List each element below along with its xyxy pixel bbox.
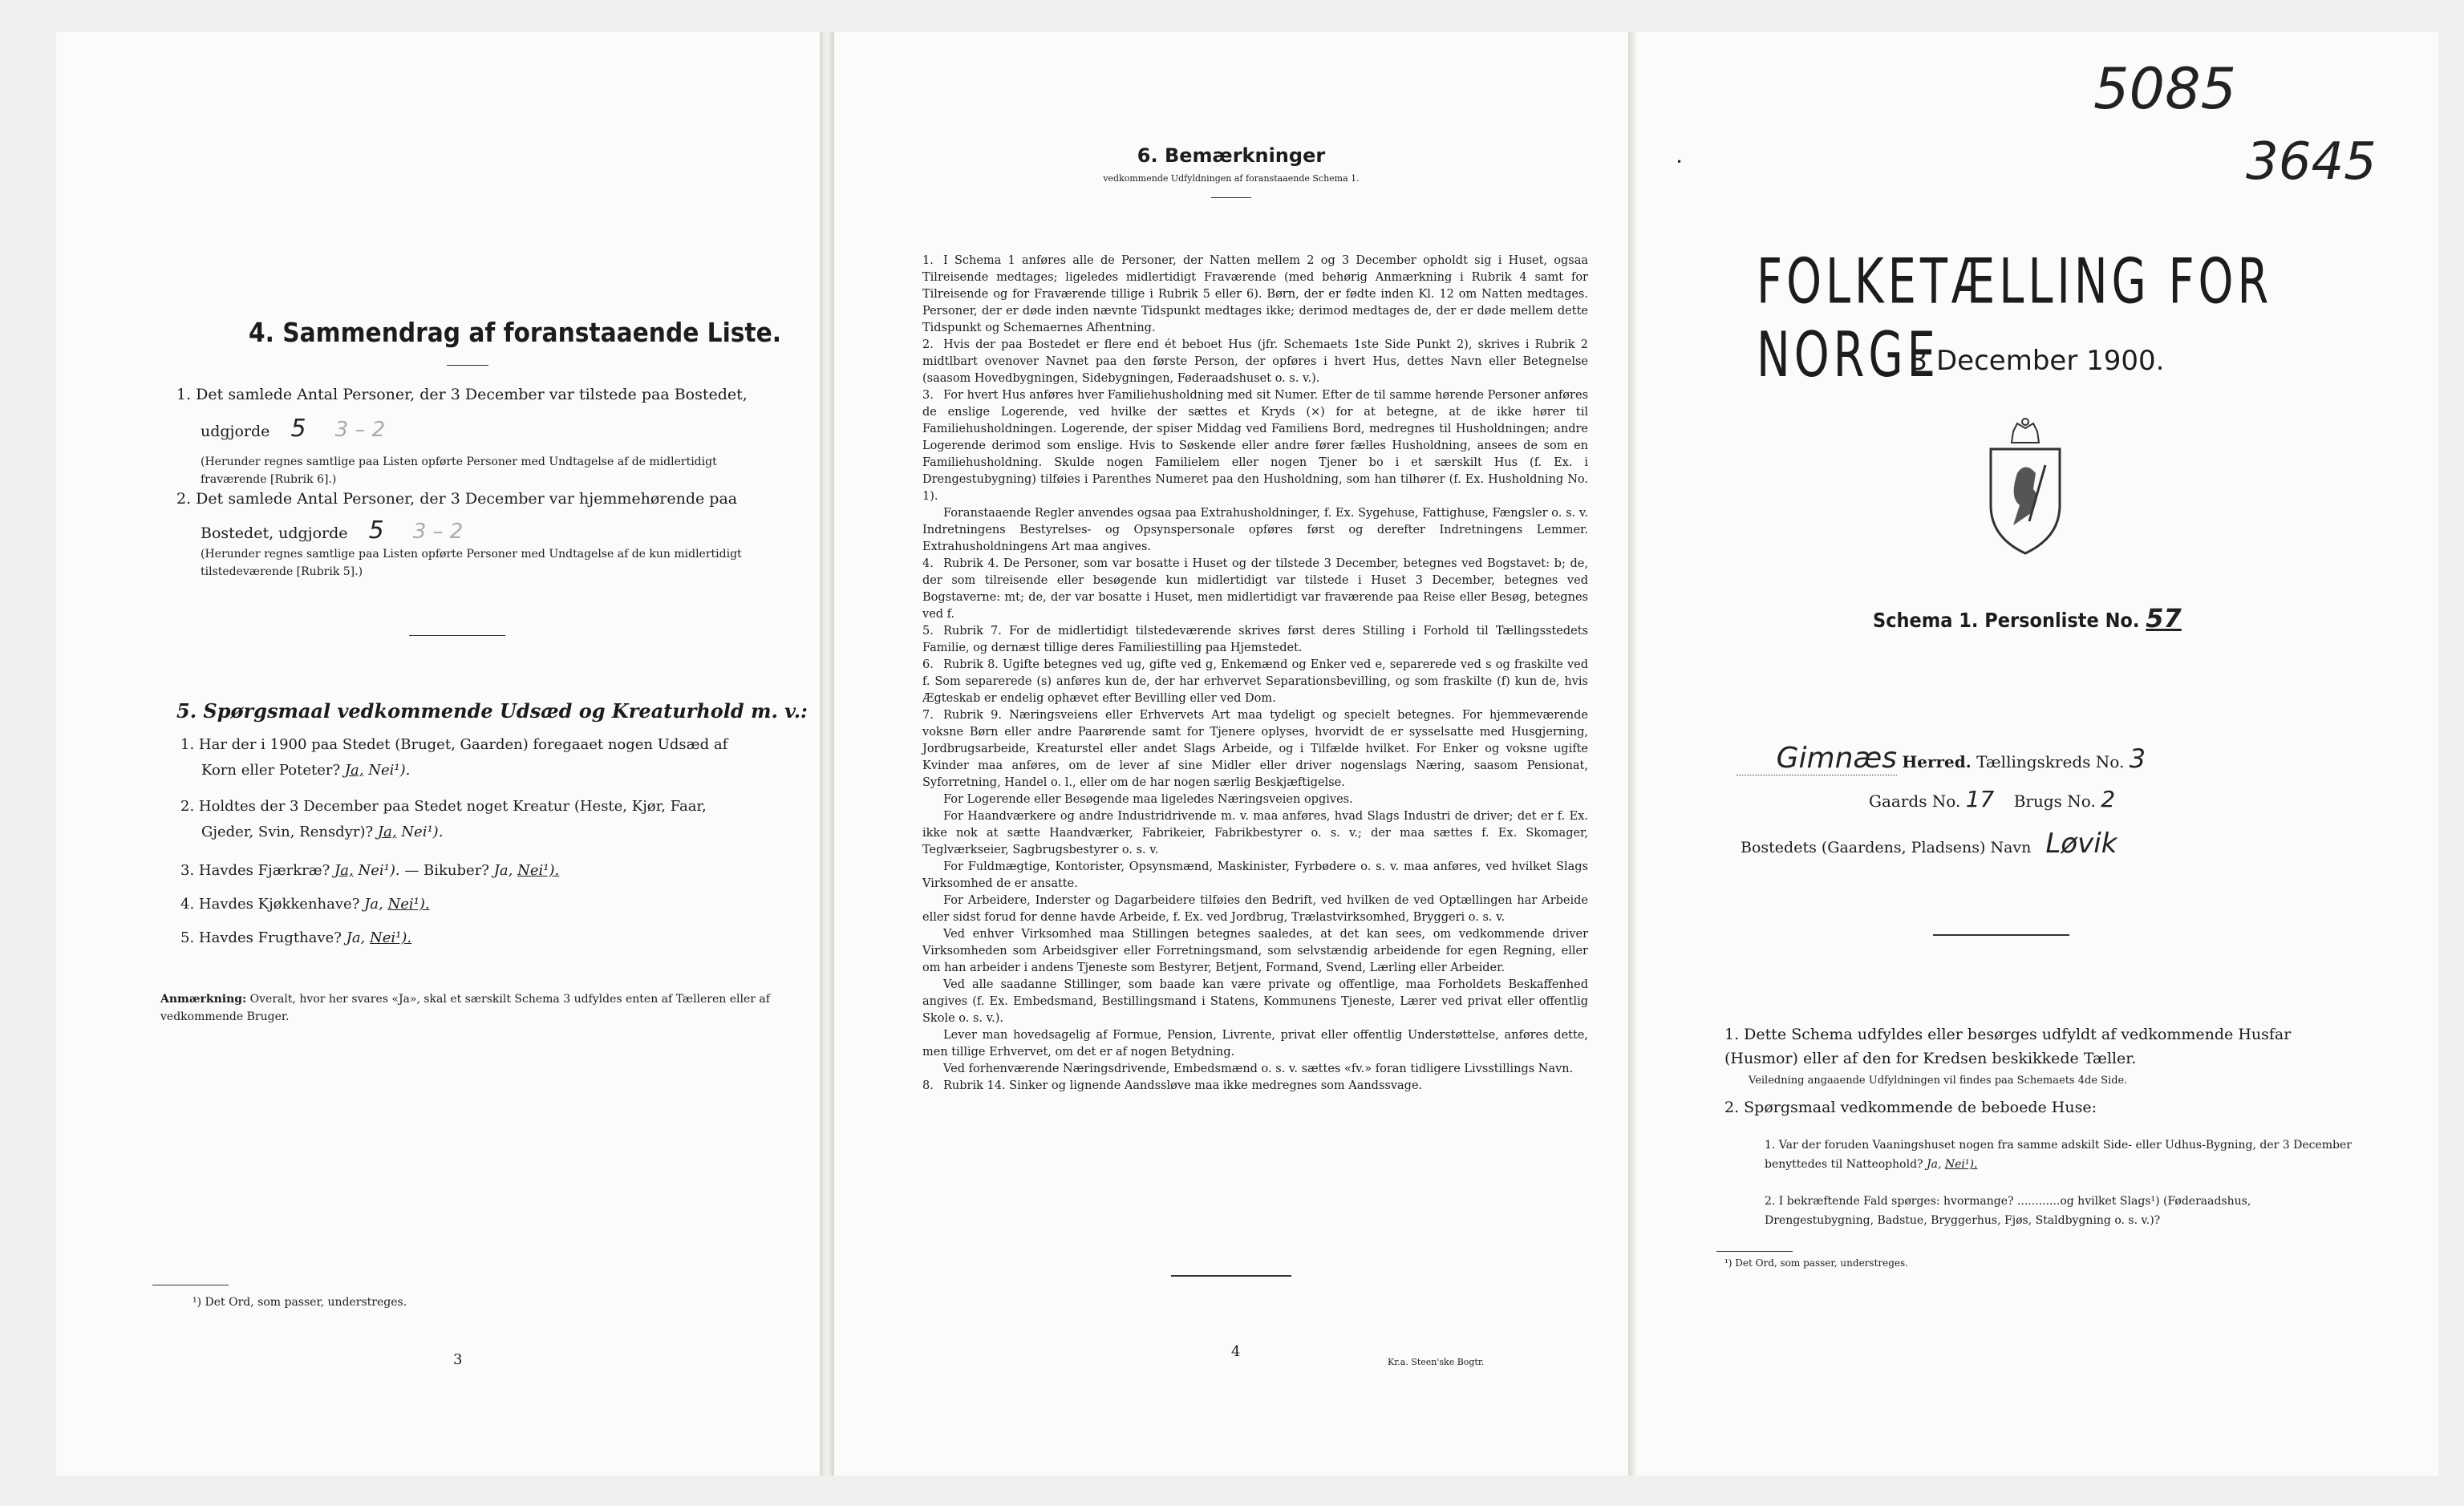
mark-dot: • — [1676, 156, 1683, 168]
remark-paragraph — [922, 657, 1588, 707]
q1-nei: Nei¹). — [368, 762, 411, 779]
summary-item-1 — [176, 381, 786, 408]
remark-text: I Schema 1 anføres alle de Personer, der Natten mellem 2 og 3 December opholdt sig i Huset, ogsaa Tilreisende medtages; ligeledes midlertidigt Fraværende (med behørig Anmærkning i Rubrik 4 samt for Tilreisende og for Fraværende tillige i Rubrik 5 eller 6). Børn, der er fødte inden Kl. 12 om Natten medtages. Personer, der er døde inden nævnte Tidspunkt medtages ikke; derimod medtages de, der er døde mellem dette Tidspunkt og Schemaernes Afhentning. — [922, 254, 1588, 334]
remark-number: 1. — [922, 254, 934, 267]
remark-paragraph — [922, 707, 1588, 791]
remark-paragraph — [922, 977, 1588, 1027]
question-1 — [180, 732, 798, 783]
remark-paragraph — [922, 859, 1588, 893]
q4-text: 4. Havdes Kjøkkenhave? — [180, 896, 360, 913]
remark-paragraph — [922, 893, 1588, 926]
q3-text: 3. Havdes Fjærkræ? — [180, 862, 330, 879]
remark-number: 3. — [922, 389, 934, 402]
sub1-ja: Ja, — [1927, 1158, 1942, 1171]
remark-text: For Logerende eller Besøgende maa ligeledes Næringsveien opgives. — [943, 793, 1353, 806]
question-5 — [180, 925, 411, 951]
item2-note: (Herunder regnes samtlige paa Listen opførte Personer med Undtagelse af de kun midlertidigt tilstedeværende [Rubrik 5].) — [201, 548, 742, 578]
q1b-text: Korn eller Poteter? — [201, 762, 341, 779]
item1-udgjorde: udgjorde — [201, 423, 270, 440]
brugs-label: Brugs No. — [2013, 791, 2096, 811]
item1-text: 1. Det samlede Antal Personer, der 3 December var tilstede paa Bostedet, — [176, 386, 748, 403]
divider — [409, 635, 505, 636]
remark-paragraph — [922, 1078, 1588, 1095]
schema-label: Schema 1. Personliste No. — [1873, 609, 2140, 632]
norwegian-coat-of-arms-icon — [1981, 417, 2069, 557]
q2b-text: Gjeder, Svin, Rensdyr)? — [201, 824, 374, 840]
page-fold — [820, 32, 834, 1476]
item1-struck: 3 – 2 — [334, 418, 386, 442]
page-right — [1636, 32, 2438, 1476]
item2-udgjorde: Bostedet, udgjorde — [201, 524, 348, 542]
item2-value: 5 — [368, 516, 384, 545]
divider — [1211, 197, 1251, 198]
sub1-nei: Nei¹). — [1944, 1158, 1978, 1171]
remark-paragraph — [922, 387, 1588, 505]
herred-value: Gimnæs — [1776, 742, 1897, 775]
divider — [1171, 1275, 1291, 1277]
instruction-2: 2. Spørgsmaal vedkommende de beboede Huse: — [1724, 1099, 2097, 1116]
remark-text: Rubrik 8. Ugifte betegnes ved ug, gifte ved g, Enkemænd og Enker ved e, separerede ved s og fraskilte ved f. Som separerede (s) anføres kun de, der har erhvervet Separationsbevilling, og som fraskilte (f) kun de, hvis Ægteskab er endelig ophævet efter Bevilling eller ved Dom. — [922, 658, 1588, 705]
page-middle — [834, 32, 1628, 1476]
footnote: ¹) Det Ord, som passer, understreges. — [1724, 1257, 1908, 1269]
census-date: 3 December 1900. — [1910, 345, 2165, 377]
remark-text: Ved enhver Virksomhed maa Stillingen betegnes saaledes, at det kan sees, om vedkommende driver Virksomheden som Arbeidsgiver eller Forretningsmand, som selvstændig arbeidende for egen Regning, eller om han arbeider i andens Tjeneste som Bestyrer, Betjent, Formand, Svend, Lærling eller Arbeider. — [922, 928, 1588, 974]
ornament-divider — [1933, 934, 2069, 936]
remark-paragraph — [922, 926, 1588, 977]
item1-note: (Herunder regnes samtlige paa Listen opførte Personer med Undtagelse af de midlertidigt fraværende [Rubrik 6].) — [201, 455, 717, 486]
archive-number-top: 5085 — [2093, 56, 2237, 122]
q5-ja: Ja, — [346, 929, 366, 946]
remark-paragraph — [922, 505, 1588, 556]
remark-paragraph — [922, 337, 1588, 387]
sub1-text: 1. Var der foruden Vaaningshuset nogen fra samme adskilt Side- eller Udhus-Bygning, der 3 December benyttedes til Natteophold? — [1765, 1139, 2352, 1171]
gaards-value: 17 — [1965, 786, 1995, 812]
q4-ja: Ja, — [364, 896, 383, 913]
kreds-label: Tællingskreds No. — [1976, 752, 2125, 771]
bosted-label: Bostedets (Gaardens, Pladsens) Navn — [1741, 839, 2032, 856]
q2-nei: Nei¹). — [401, 824, 444, 840]
footnote-rule — [1716, 1251, 1793, 1252]
brugs-value: 2 — [2101, 786, 2116, 812]
q2-text: 2. Holdtes der 3 December paa Stedet noget Kreatur (Heste, Kjør, Faar, — [180, 798, 707, 815]
remark-text: Hvis der paa Bostedet er flere end ét beboet Hus (jfr. Schemaets 1ste Side Punkt 2), skrives i Rubrik 2 midtlbart ovenover Navnet paa den første Person, der opføres i hvert Hus, dettes Navn eller Betegnelse (saasom Hovedbygningen, Sidebygningen, Føderaadshuset o. s. v.). — [922, 338, 1588, 385]
crops-heading: 5. Spørgsmaal vedkommende Udsæd og Kreaturhold m. v.: — [176, 699, 808, 723]
footnote: ¹) Det Ord, som passer, understreges. — [192, 1296, 407, 1309]
remark-text: For hvert Hus anføres hver Familiehusholdning med sit Numer. Efter de til samme hørende Personer anføres de enslige Logerende, ved hvilke der sættes et Kryds (×) for at betegne, at de ikke hører til Familiehusholdningen. Logerende, der spiser Middag ved Familiens Bord, medregnes til Husholdningen; andre Logerende derimod som enslige. Hvis to Søskende eller andre fører fælles Husholdning, ansees de som en Familiehusholdning. Skulde nogen Familielem eller nogen Tjener bo i et særskilt Hus (f. Ex. i Drengestubygning) tilføies i Parenthes Numeret paa den Husholdning, som han tilhører (f. Ex. Husholdning No. 1). — [922, 389, 1588, 503]
remarks-heading: 6. Bemærkninger — [1137, 144, 1326, 167]
remark-number: 5. — [922, 625, 934, 638]
house-question-1 — [1765, 1136, 2358, 1174]
summary-item-2-line — [201, 517, 463, 547]
bosted-line — [1741, 828, 2117, 860]
remarks-list — [922, 253, 1588, 1095]
question-4 — [180, 892, 430, 917]
herred-label: Herred. — [1902, 752, 1972, 771]
schema-number: 57 — [2146, 603, 2182, 634]
remark-text: Ved forhenværende Næringsdrivende, Embedsmænd o. s. v. sættes «fv.» foran tidligere Livsstillings Navn. — [943, 1063, 1574, 1075]
archive-number-second: 3645 — [2246, 132, 2377, 192]
remark-paragraph — [922, 1061, 1588, 1078]
instruction-1: 1. Dette Schema udfyldes eller besørges udfyldt af vedkommende Husfar (Husmor) eller af den for Kredsen beskikkede Tæller. — [1724, 1026, 2292, 1067]
printer-imprint: Kr.a. Steen'ske Bogtr. — [1388, 1357, 1485, 1367]
q2-ja: Ja, — [377, 824, 397, 840]
q3b-nei: Nei¹). — [517, 862, 560, 879]
remark — [160, 990, 802, 1026]
herred-line — [1737, 742, 2426, 775]
q3b-ja: Ja, — [493, 862, 513, 879]
remark-label: Anmærkning: — [160, 993, 247, 1006]
page-number: 3 — [453, 1351, 463, 1368]
remark-paragraph — [922, 253, 1588, 337]
remark-paragraph — [922, 556, 1588, 623]
q3b-text: — Bikuber? — [404, 862, 489, 879]
remark-text: For Haandværkere og andre Industridrivende m. v. maa anføres, hvad Slags Industri de driver; det er f. Ex. ikke nok at sætte Haandværker, Fabrikeier, Fabrikbestyrer o. s. v.; der maa sættes f. Ex. Skomager, Teglværkseier, Sagbrugsbestyrer o. s. v. — [922, 810, 1588, 856]
census-title: FOLKETÆLLING FOR NORGE — [1757, 245, 2273, 391]
remarks-subheading: vedkommende Udfyldningen af foranstaaende Schema 1. — [1103, 173, 1360, 184]
remark-paragraph — [922, 623, 1588, 657]
summary-item-2: 2. Det samlede Antal Personer, der 3 December var hjemmehørende paa — [176, 490, 738, 508]
q1-ja: Ja, — [344, 762, 364, 779]
house-question-2: 2. I bekræftende Fald spørges: hvormange? ............og hvilket Slags¹) (Føderaadshus, Drengestubygning, Badstue, Bryggerhus, Fjøs, Staldbygning o. s. v.)? — [1765, 1195, 2251, 1227]
q4-nei: Nei¹). — [387, 896, 430, 913]
q5-nei: Nei¹). — [370, 929, 412, 946]
remark-text: Overalt, hvor her svares «Ja», skal et særskilt Schema 3 udfyldes enten af Tælleren eller af vedkommende Bruger. — [160, 993, 770, 1023]
summary-item-1-line — [201, 415, 385, 445]
remark-text: Lever man hovedsagelig af Formue, Pension, Livrente, privat eller offentlig Understøttelse, anføres dette, men tillige Erhvervet, om det er af nogen Betydning. — [922, 1029, 1588, 1059]
remark-text: Rubrik 9. Næringsveiens eller Erhvervets Art maa tydeligt og specielt betegnes. For hjemmeværende voksne Børn eller andre Paarørende samt for Tjenere oplyses, hvorvidt de er sysselsatte med Husgjerning, Jordbrugsarbeide, Kreaturstel eller andet Slags Arbeide, og i Tilfælde hvilket. For Enker og voksne ugifte Kvinder maa anføres, om de lever af sine Midler eller driver nogenslags Næring, saasom Pensionat, Syforretning, Handel o. l., eller om de har nogen særlig Beskjæftigelse. — [922, 709, 1588, 789]
kreds-value: 3 — [2129, 743, 2146, 774]
gaards-line — [1869, 786, 2115, 812]
remark-text: Rubrik 14. Sinker og lignende Aandssløve maa ikke medregnes som Aandssvage. — [943, 1079, 1423, 1092]
remark-number: 2. — [922, 338, 934, 351]
q3-nei: Nei¹). — [358, 862, 400, 879]
q1-text: 1. Har der i 1900 paa Stedet (Bruget, Gaarden) foregaaet nogen Udsæd af — [180, 736, 728, 753]
remark-number: 4. — [922, 557, 934, 570]
remark-text: Rubrik 7. For de midlertidigt tilstedeværende skrives først deres Stilling i Forhold til Tællingsstedets Familie, og dernæst tillige deres Familiestilling paa Hjemstedet. — [922, 625, 1588, 654]
bosted-value: Løvik — [2045, 828, 2118, 860]
remark-text: Ved alle saadanne Stillinger, som baade kan være private og offentlige, maa Forholdets Beskaffenhed angives (f. Ex. Embedsmand, Bestillingsmand i Statens, Kommunens Tjeneste, Lærer ved privat eller offentlig Skole o. s. v.). — [922, 978, 1588, 1025]
remark-paragraph — [922, 1027, 1588, 1061]
remark-paragraph — [922, 791, 1588, 808]
question-2 — [180, 794, 798, 845]
divider — [447, 365, 488, 366]
question-3 — [180, 858, 559, 884]
remark-number: 6. — [922, 658, 934, 671]
remark-text: For Arbeidere, Inderster og Dagarbeidere tilføies den Bedrift, ved hvilken de ved Optællingen har Arbeide eller sidst forud for denne havde Arbeide, f. Ex. ved Jordbrug, Trælastvirksomhed, Bryggeri o. s. v. — [922, 894, 1588, 924]
item1-value: 5 — [290, 415, 306, 443]
q5-text: 5. Havdes Frugthave? — [180, 929, 342, 946]
remark-text: For Fuldmægtige, Kontorister, Opsynsmænd, Maskinister, Fyrbødere o. s. v. maa anføres, ved hvilket Slags Virksomhed de er ansatte. — [922, 860, 1588, 890]
item2-struck: 3 – 2 — [412, 520, 464, 544]
summary-heading: 4. Sammendrag af foranstaaende Liste. — [249, 317, 782, 348]
remark-text: Rubrik 4. De Personer, som var bosatte i Huset og der tilstede 3 December, betegnes ved Bogstavet: b; de, der som tilreisende eller besøgende kun midlertidigt var tilstede i Huset 3 December, betegnes ved Bogstaverne: mt; de, der var bosatte i Huset, men midlertidigt var fraværende paa Reise eller Besøg, betegnes ved f. — [922, 557, 1588, 621]
page-number: 4 — [1231, 1343, 1241, 1360]
remark-number: 7. — [922, 709, 934, 722]
gaards-label: Gaards No. — [1869, 791, 1961, 811]
schema-line — [1873, 603, 2182, 634]
remark-number: 8. — [922, 1079, 934, 1092]
instruction-1-note: Veiledning angaaende Udfyldningen vil findes paa Schemaets 4de Side. — [1749, 1075, 2128, 1087]
remark-text: Foranstaaende Regler anvendes ogsaa paa Extrahusholdninger, f. Ex. Sygehuse, Fattighuse, Fængsler o. s. v. Indretningens Bestyrelses- og Opsynspersonale opføres først og derefter Indretningens Lemmer. Extrahusholdningens Art maa angives. — [922, 507, 1588, 553]
remark-paragraph — [922, 808, 1588, 859]
q3-ja: Ja, — [334, 862, 354, 879]
page-left — [56, 32, 820, 1476]
